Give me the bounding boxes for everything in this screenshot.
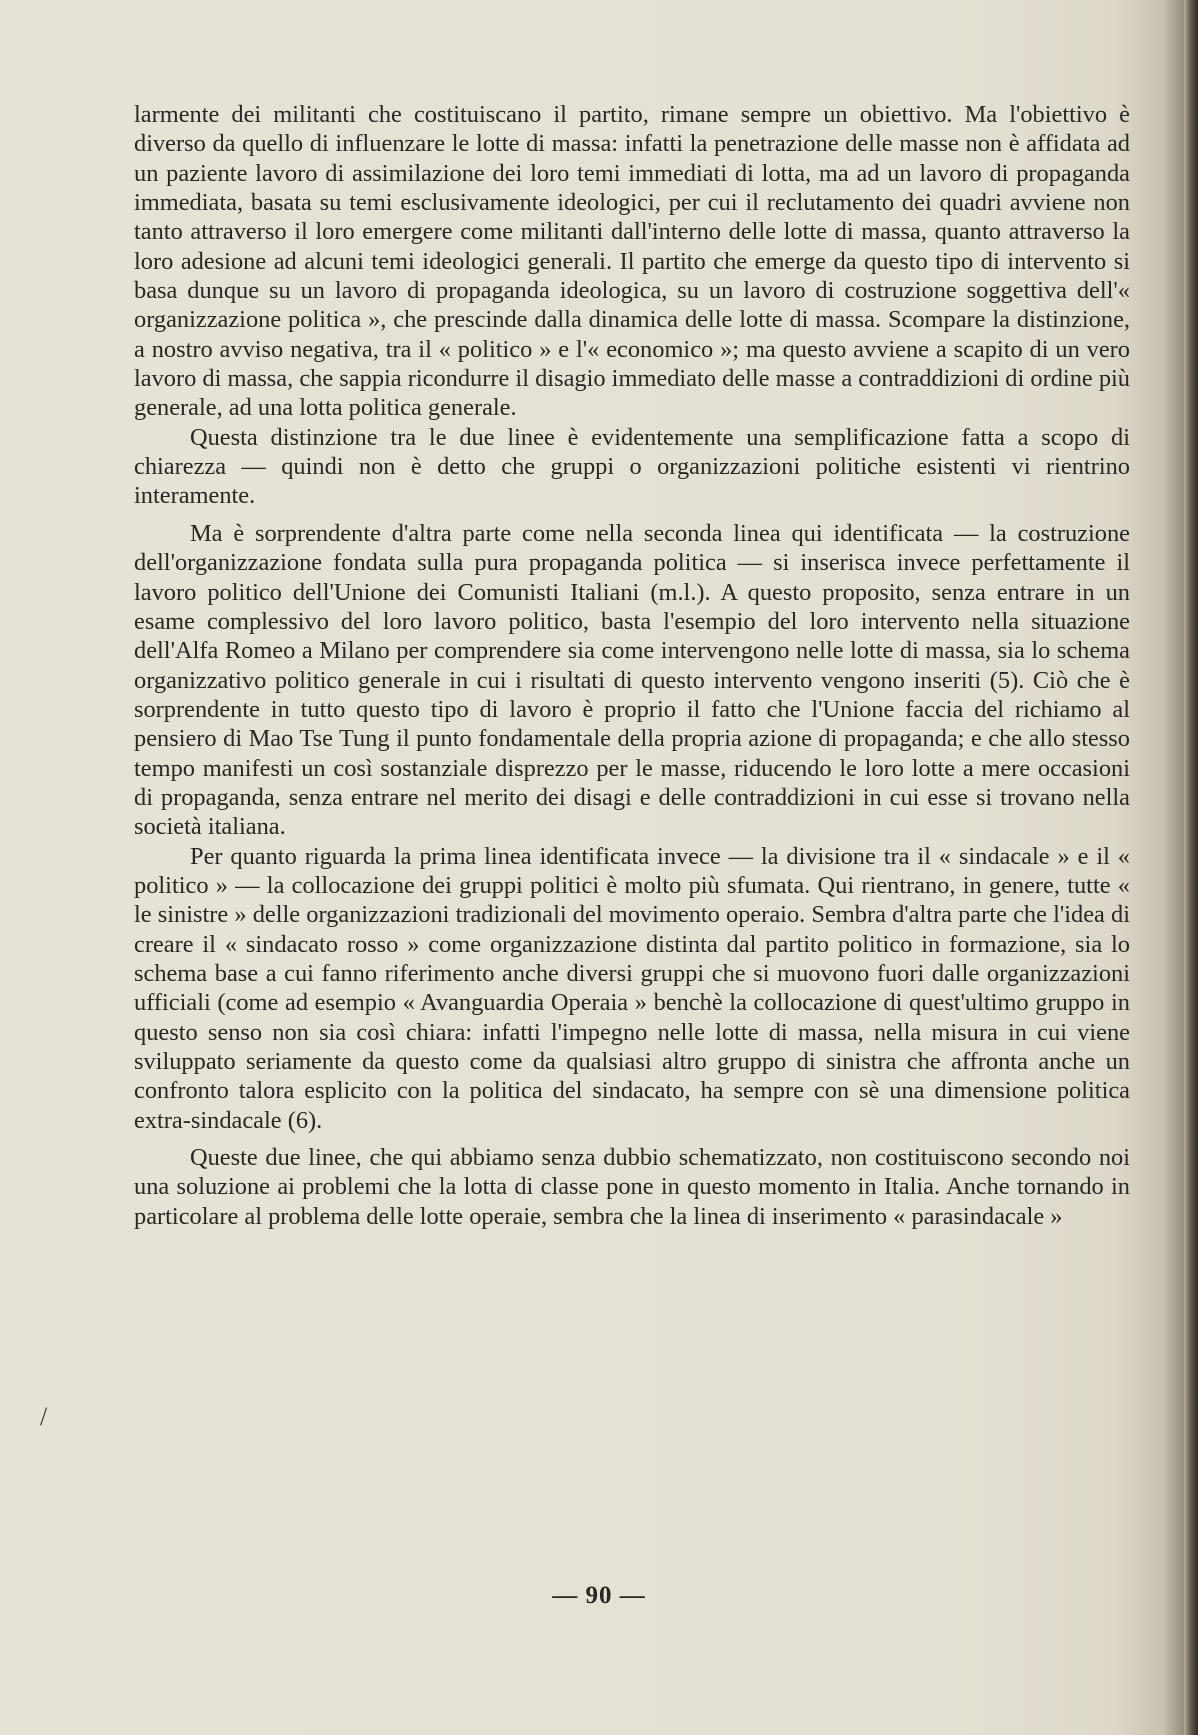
paragraph-3: Ma è sorprendente d'altra parte come nella seconda linea qui identificata — la costruzione dell'organizzazione fondata sulla pura propaganda politica — si inserisca invece perfettamente il lavoro politico dell'Unione dei Comunisti Italiani (m.l.). A questo proposito, senza entrare in un esame complessivo del loro lavoro politico, basta l'esempio del loro intervento nella situazione dell'Alfa Romeo a Milano per comprendere sia come intervengono nelle lotte di massa, sia lo schema organizzativo politico generale in cui i risultati di questo intervento vengono inseriti (5). Ciò che è sorprendente in tutto questo tipo di lavoro è proprio il fatto che l'Unione faccia del richiamo al pensiero di Mao Tse Tung il punto fondamentale della propria azione di propaganda; e che allo stesso tempo manifesti un così sostanziale disprezzo per le masse, riducendo le loro lotte a mere occasioni di propaganda, senza entrare nel merito dei disagi e delle contraddizioni in cui esse si trovano nella società italiana. (134, 519, 1130, 841)
body-text (134, 100, 1130, 1231)
paragraph-4: Per quanto riguarda la prima linea identificata invece — la divisione tra il « sindacale » e il « politico » — la collocazione dei gruppi politici è molto più sfumata. Qui rientrano, in genere, tutte « le sinistre » delle organizzazioni tradizionali del movimento operaio. Sembra d'altra parte che l'idea di creare il « sindacato rosso » come organizzazione distinta dal partito politico in formazione, sia lo schema base a cui fanno riferimento anche diversi gruppi che si muovono fuori dalle organizzazioni ufficiali (come ad esempio « Avanguardia Operaia » benchè la collocazione di quest'ultimo gruppo in questo senso non sia così chiara: infatti l'impegno nelle lotte di massa, nella misura in cui viene sviluppato seriamente da questo come da qualsiasi altro gruppo di sinistra che affronta anche un confronto talora esplicito con la politica del sindacato, ha sempre con sè una dimensione politica extra-sindacale (6). (134, 842, 1130, 1134)
paragraph-2: Questa distinzione tra le due linee è evidentemente una semplificazione fatta a scopo di chiarezza — quindi non è detto che gruppi o organizzazioni politiche esistenti vi rientrino interamente. (134, 423, 1130, 510)
binding-edge (1184, 0, 1198, 1735)
paragraph-5: Queste due linee, che qui abbiamo senza dubbio schematizzato, non costituiscono secondo noi una soluzione ai problemi che la lotta di classe pone in questo momento in Italia. Anche tornando in particolare al problema delle lotte operaie, sembra che la linea di inserimento « parasindacale » (134, 1144, 1130, 1230)
page-number: — 90 — (552, 1582, 646, 1609)
paragraph-1: larmente dei militanti che costituiscano il partito, rimane sempre un obiettivo. Ma l'obiettivo è diverso da quello di influenzare le lotte di massa: infatti la penetrazione delle masse non è affidata ad un paziente lavoro di assimilazione dei loro temi immediati di lotta, ma ad un lavoro di propaganda immediata, basata su temi esclusivamente ideologici, per cui il reclutamento dei quadri avviene non tanto attraverso il loro emergere come militanti dall'interno delle lotte di massa, quanto attraverso la loro adesione ad alcuni temi ideologici generali. Il partito che emerge da questo tipo di intervento si basa dunque su un lavoro di propaganda ideologica, su un lavoro di costruzione soggettiva dell'« organizzazione politica », che prescinde dalla dinamica delle lotte di massa. Scompare la distinzione, a nostro avviso negativa, tra il « politico » e l'« economico »; ma questo avviene a scapito di un vero lavoro di massa, che sappia ricondurre il disagio immediato delle masse a contraddizioni di ordine più generale, ad una lotta politica generale. (134, 101, 1130, 422)
margin-mark: / (40, 1402, 48, 1431)
